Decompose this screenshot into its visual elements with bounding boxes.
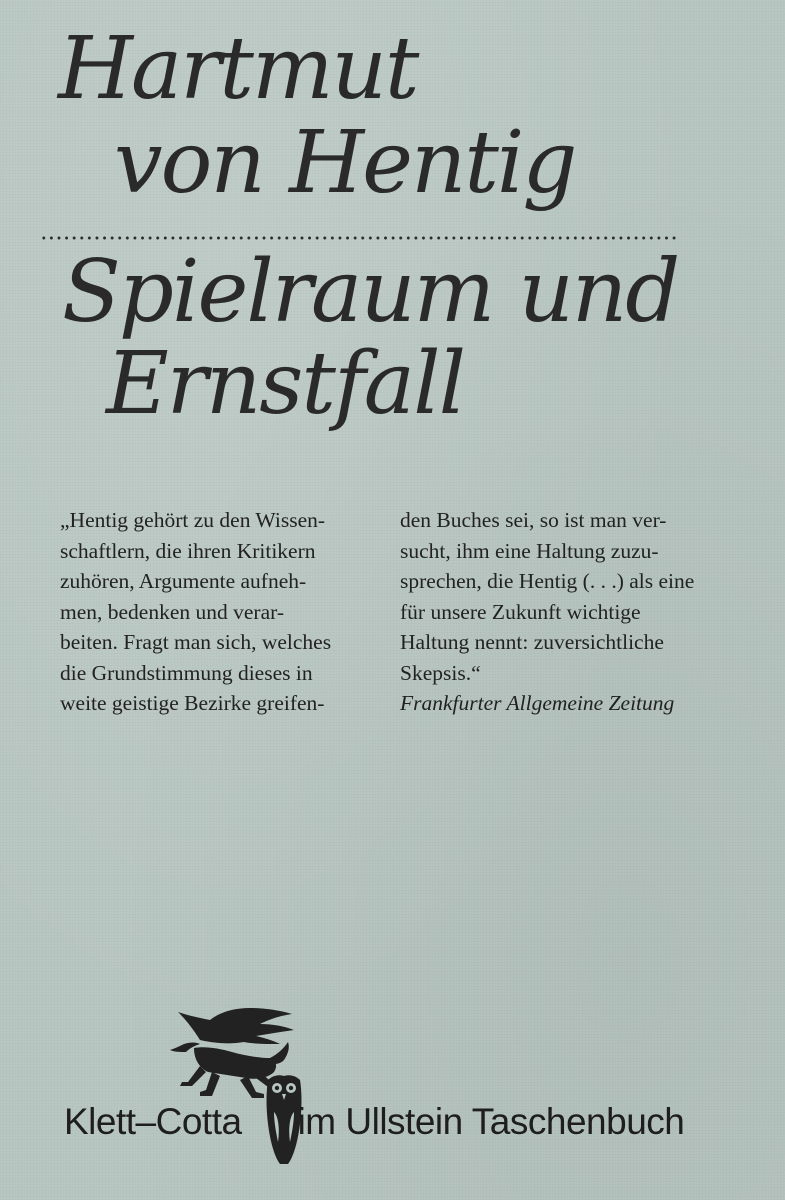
publisher-name: Klett–Cotta (64, 1101, 242, 1142)
quote-line: men, bedenken und verar- (60, 599, 285, 624)
quote-line: den Buches sei, so ist man ver- (400, 508, 667, 532)
quote-source: Frankfurter Allgemeine Zeitung (400, 691, 675, 715)
publisher-series: im Ullstein Taschenbuch (297, 1101, 685, 1142)
quote-line: Skepsis.“ (400, 660, 481, 685)
book-title (62, 242, 762, 434)
quote-line: für unsere Zukunft wichtige (400, 599, 641, 624)
quote-line: „Hentig gehört zu den Wissen- (60, 508, 326, 532)
review-quote-left-column (60, 505, 390, 719)
author-line-1: Hartmut (58, 19, 418, 119)
quote-line: zuhören, Argumente aufneh- (60, 569, 307, 593)
dotted-divider (40, 236, 678, 240)
quote-line: sprechen, die Hentig (. . .) als eine (400, 569, 695, 593)
quote-line: schaftlern, die ihren Kritikern (60, 538, 316, 563)
quote-line: sucht, ihm eine Haltung zuzu- (400, 538, 659, 563)
quote-line: weite geistige Bezirke greifen- (60, 691, 325, 715)
author-name (58, 19, 698, 213)
quote-line: die Grundstimmung dieses in (60, 660, 313, 685)
review-quote-right-column (400, 505, 770, 719)
title-line-2: Ernstfall (106, 334, 465, 434)
author-line-2: von Hentig (114, 113, 576, 213)
quote-line: Haltung nennt: zuversichtliche (400, 630, 664, 654)
publisher-imprint (64, 1097, 764, 1147)
quote-line: beiten. Fragt man sich, welches (60, 630, 332, 654)
title-line-1: Spielraum und (62, 242, 679, 342)
